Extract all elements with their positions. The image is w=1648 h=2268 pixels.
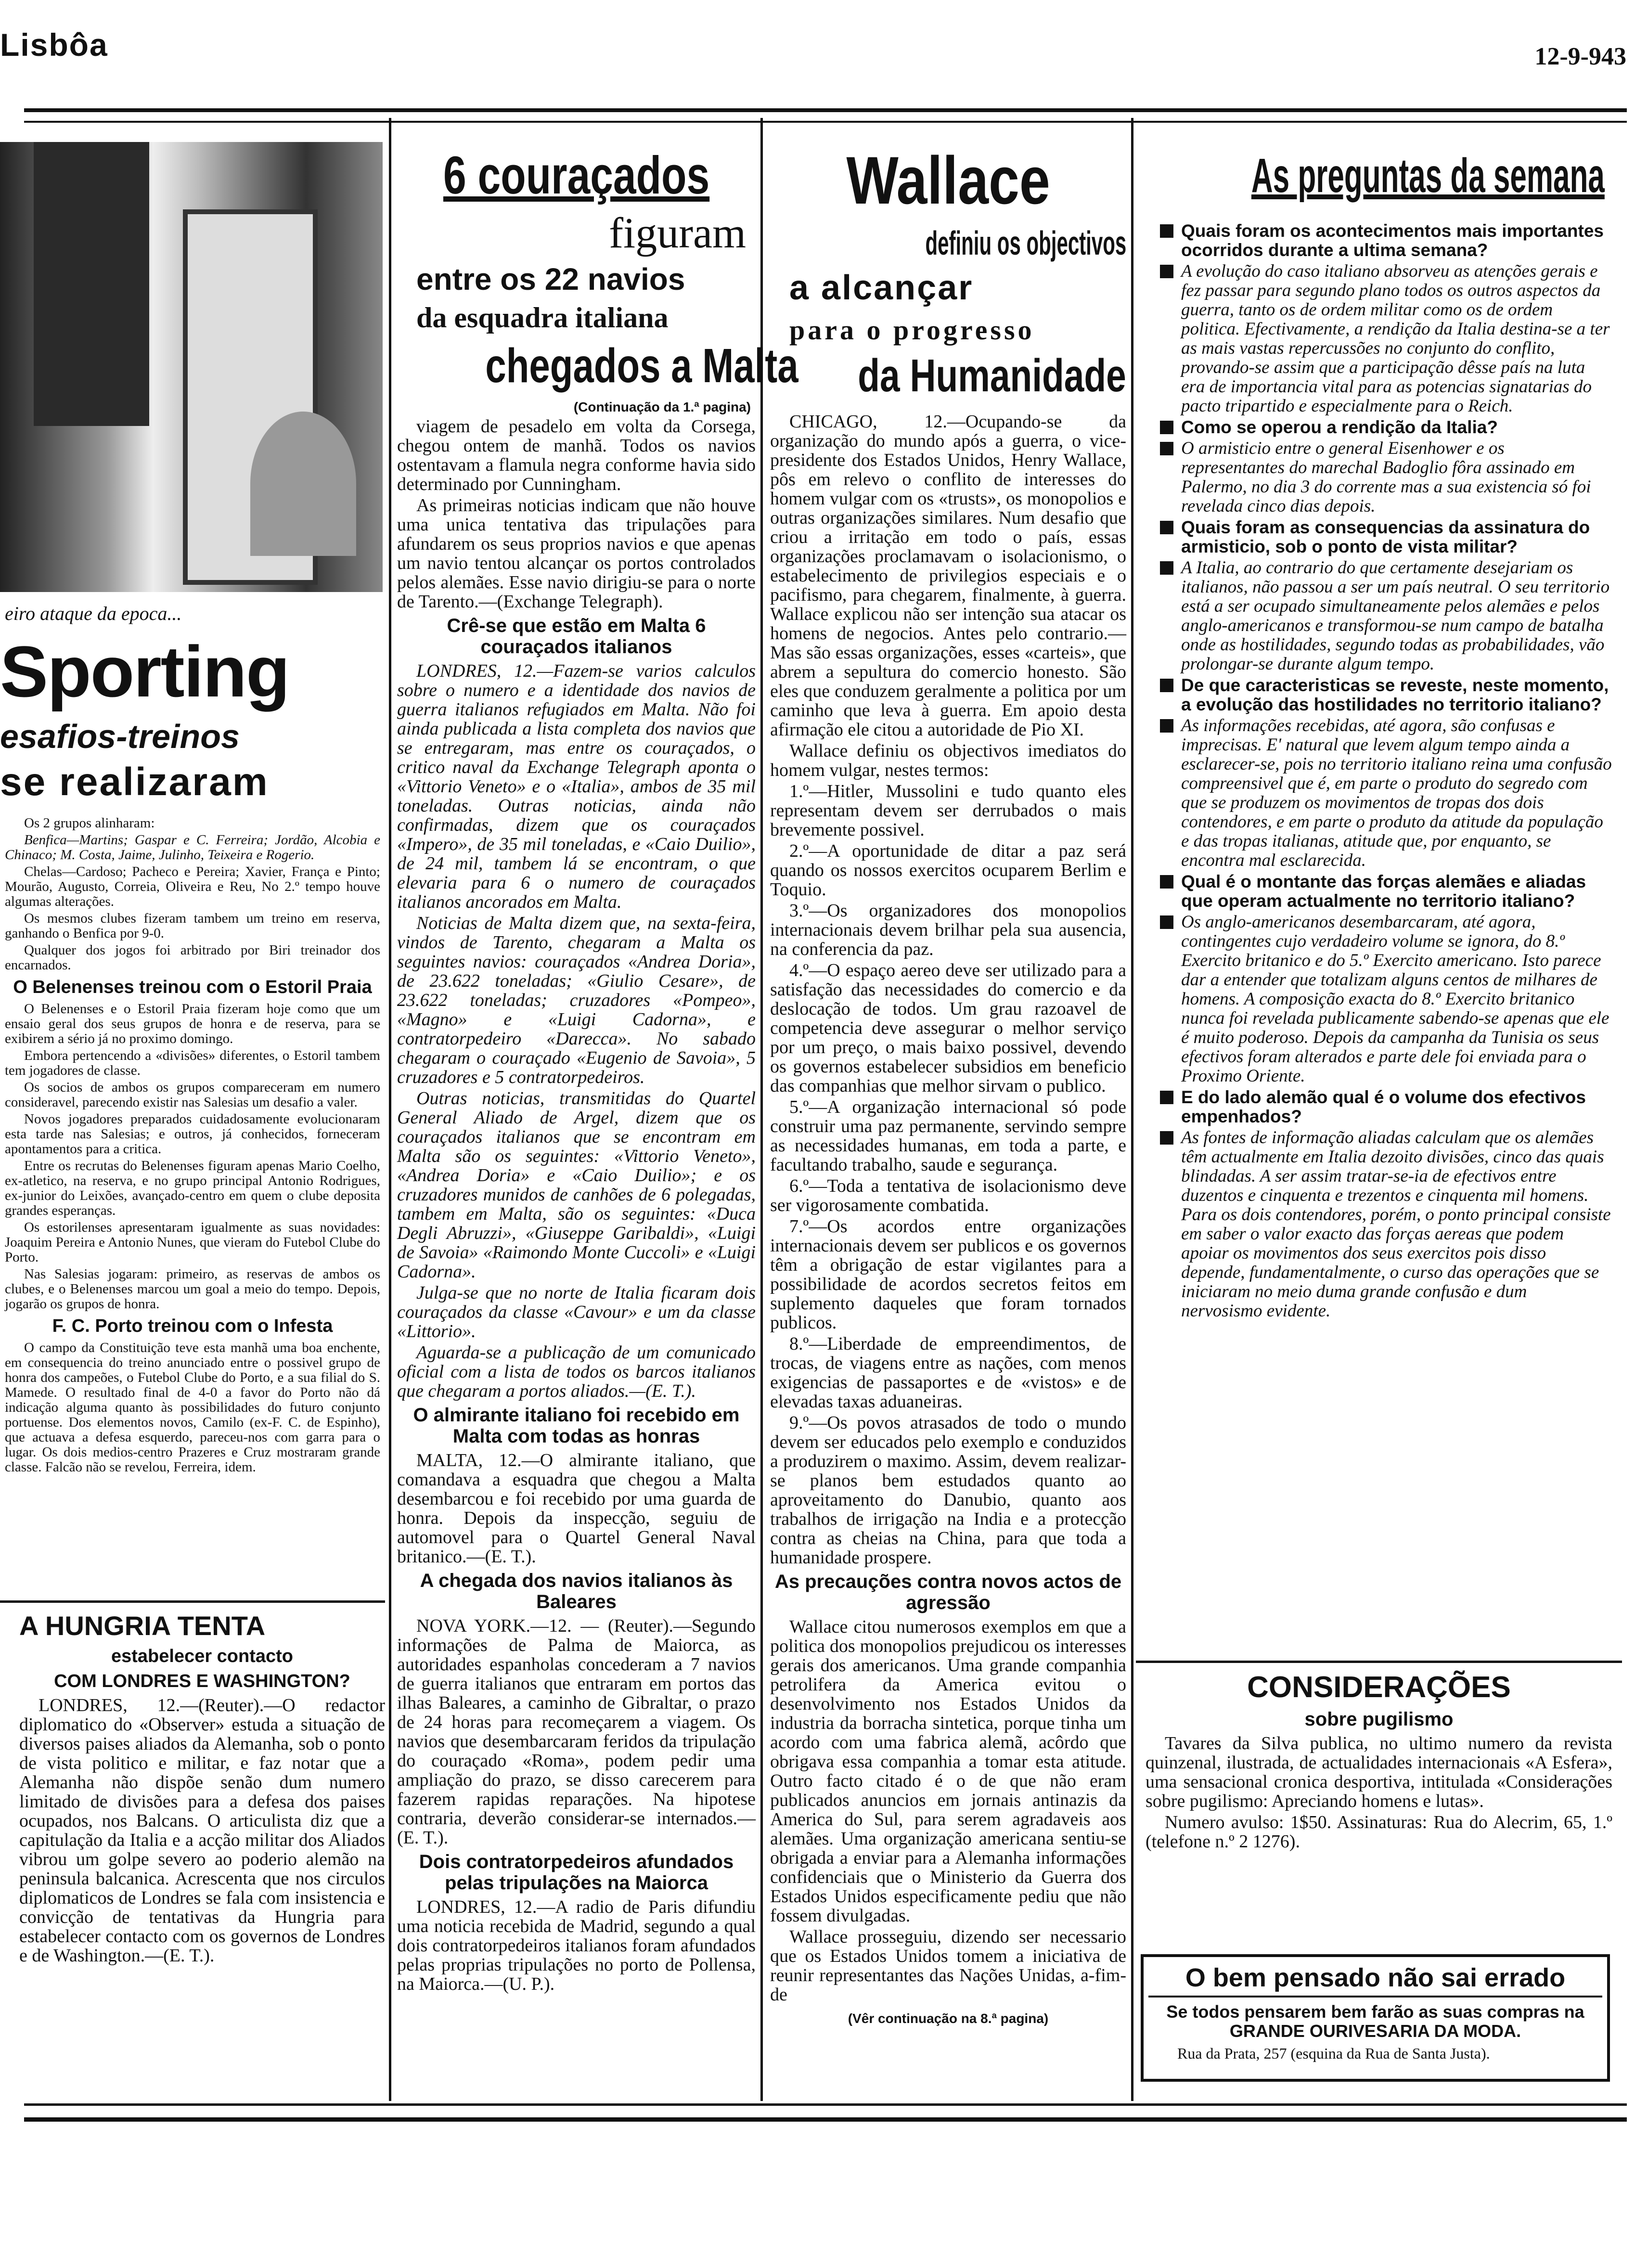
- paragraph: LONDRES, 12.—Fazem-se varios calculos sobre o numero e a identidade dos navios de guerra italianos refugiados em Malta. Não foi ainda publicada a lista completa dos navios que se entregaram, mas entre os couraçados, o critico naval da Exchange Telegraph aponta o «Vittorio Veneto» e o «Italia», ambos de 35 mil toneladas. Outras noticias, ainda não confirmadas, dizem que os couraçados «Impero», de 35 mil toneladas, e «Caio Duilio», de 24 mil, tambem lá se encontram, o que elevaria para 6 o numero de couraçados italianos ancorados em Malta.: [397, 661, 756, 912]
- paragraph: Numero avulso: 1$50. Assinaturas: Rua do Alecrim, 65, 1.º (telefone n.º 2 1276).: [1146, 1812, 1612, 1852]
- list-item: 9.º—Os povos atrasados de todo o mundo devem ser educados pelo exemplo e conduzidos a produzirem o maximo. Assim, devem realizar-se planos bem estudados quanto ao aproveitamento do Danubio, quanto aos trabalhos de irrigação na India e a protecção contra as cheias na China, para que toda a humanidade prospere.: [770, 1413, 1126, 1568]
- column-separator: [1136, 1661, 1622, 1663]
- perguntas-list: [1160, 221, 1612, 1323]
- photo-caption: eiro ataque da epoca...: [5, 603, 182, 624]
- consideracoes-article: [1146, 1670, 1612, 1853]
- sporting-title: Sporting: [0, 631, 289, 712]
- ad-address: Rua da Prata, 257 (esquina da Rua de Santa Justa).: [1177, 2045, 1490, 2062]
- list-item: 8.º—Liberdade de empreendimentos, de trocas, de viagens entre as nações, com menos exigencias de passaportes e de «vistos» e de elevadas taxas aduaneiras.: [770, 1334, 1126, 1412]
- answer: As fontes de informação aliadas calculam que os alemães têm actualmente em Italia dezoito divisões, cinco das quais blindadas. A ser assim tratar-se-ia de efectivos entre duzentos e cinquenta e trezentos e cinquenta mil homens. Para os dois contendores, porém, o ponto principal consiste em saber o valor exacto das forças aereas que podem apoiar os movimentos dos seus exercitos pois disso depende, fundamentalmente, o curso das operações que se iniciaram no meio duma grande confusão e dum nervosismo evidente.: [1160, 1128, 1612, 1321]
- answer: As informações recebidas, até agora, são confusas e imprecisas. E' natural que levem algum tempo ainda a esclarecer-se, pois no territorio italiano reina uma confusão compreensivel que é, em parte o produto do segredo com que se produzem os movimentos de tropas dos dois contendores, e em parte o produto da atitude da população e das tropas italianas, atitude que, por enquanto, se encontra mal esclarecida.: [1160, 716, 1612, 870]
- bullet-square-icon: [1160, 679, 1173, 692]
- paragraph: CHICAGO, 12.—Ocupando-se da organização do mundo após a guerra, o vice-presidente dos Estados Unidos, Henry Wallace, pôs em relevo o conflito de interesses do homem vulgar com os «trusts», os monopolios e outras organizações similares. Num desafio que criou a irritação em todo o país, essas organizações proclamavam o isolacionismo, o estabelecimento de privilegios especiais e o pacifismo, para chegarem, finalmente, à guerra. Wallace explicou não ser intenção sua atacar os homens de negocios. Antes pelo contrario.—Mas são essas organizações, esses «carteis», que abrem a sepultura do comercio honesto. São eles que conduzem geralmente a politica por um caminho que leva à guerra. Em apoio desta afirmação ele citou a autoridade de Pio XI.: [770, 412, 1126, 740]
- bullet-square-icon: [1160, 224, 1173, 238]
- section-heading: Dois contratorpedeiros afundados pelas tripulações na Maiorca: [419, 1851, 734, 1894]
- wallace-headline-5: da Humanidade: [858, 350, 1126, 401]
- section-heading: F. C. Porto treinou com o Infesta: [52, 1316, 333, 1336]
- bullet-square-icon: [1160, 719, 1173, 733]
- section-heading: O almirante italiano foi recebido em Malta com todas as honras: [413, 1405, 740, 1447]
- page-header-left: Lisbôa: [0, 27, 108, 63]
- couracados-headline-5: chegados a Malta: [485, 339, 798, 393]
- couracados-headline-4: da esquadra italiana: [416, 302, 669, 334]
- list-item: 1.º—Hitler, Mussolini e tudo quanto eles representam devem ser derrubados o mais brevemente possivel.: [770, 781, 1126, 840]
- sporting-subtitle-2: se realizaram: [0, 760, 269, 804]
- wallace-headline-4: para o progresso: [789, 314, 1035, 346]
- bullet-square-icon: [1160, 1131, 1173, 1145]
- answer: Os anglo-americanos desembarcaram, até agora, contingentes cujo verdadeiro volume se ignora, do 8.º Exercito britanico e do 5.º Exercito americano. Isto parece dar a entender que totalizam alguns centos de milhares de homens. A composição exacta do 8.º Exercito britanico nunca foi revelada publicamente sabendo-se apenas que ele é muito poderoso. Depois da campanha da Tunisia os seus efectivos foram alterados e parte dele foi enviada para o Proximo Oriente.: [1160, 913, 1612, 1086]
- paragraph: Noticias de Malta dizem que, na sexta-feira, vindos de Tarento, chegaram a Malta os seguintes navios: couraçados «Andrea Doria», de 23.622 toneladas; «Giulio Cesare», de 23.622 toneladas; cruzadores «Pompeo», «Magno» e «Luigi Cadorna», e contratorpedeiro «Darecca». No sabado chegaram o couraçado «Eugenio de Savoia», 5 cruzadores e 5 contratorpedeiros.: [397, 913, 756, 1087]
- question: Como se operou a rendição da Italia?: [1160, 418, 1612, 437]
- paragraph: NOVA YORK.—12. — (Reuter).—Segundo informações de Palma de Maiorca, as autoridades espanholas concederam a 7 navios de guerra italianos que entraram em portos das ilhas Baleares, a caminho de Gibraltar, o prazo de 24 horas para recomeçarem a viagem. Os navios que desembarcaram feridos da tripulação do couraçado «Roma», podem pedir uma ampliação do prazo, se disso carecerem para fazerem rapidas reparações. Na hipotese contraria, deverão considerar-se internados.—(E. T.).: [397, 1616, 756, 1848]
- paragraph: Os estorilenses apresentaram igualmente as suas novidades: Joaquim Pereira e Antonio Nunes, que vieram do Futebol Clube do Porto.: [5, 1220, 380, 1265]
- paragraph: O Belenenses e o Estoril Praia fizeram hoje como que um ensaio geral dos seus grupos de honra e de reserva, para se exibirem a sério já no proximo domingo.: [5, 1001, 380, 1046]
- list-item: 5.º—A organização internacional só pode construir uma paz permanente, servindo sempre as necessidades humanas, em toda a parte, e facultando trabalho, saude e segurança.: [770, 1097, 1126, 1175]
- page-date: 12-9-943: [1534, 43, 1626, 70]
- hungria-subtitle-2: COM LONDRES E WASHINGTON?: [54, 1671, 350, 1691]
- couracados-article: [397, 144, 798, 1996]
- wallace-headline-2: definiu os objectivos: [925, 224, 1126, 262]
- hungria-title: A HUNGRIA TENTA: [19, 1611, 266, 1641]
- bullet-square-icon: [1160, 915, 1173, 929]
- paragraph: Embora pertencendo a «divisões» diferentes, o Estoril tambem tem jogadores de classe.: [5, 1048, 380, 1078]
- question: Qual é o montante das forças alemães e aliadas que operam actualmente no territorio italiano?: [1160, 872, 1612, 911]
- wallace-headline: Wallace: [846, 142, 1050, 218]
- paragraph: Wallace citou numerosos exemplos em que a politica dos monopolios prejudicou os interesses gerais dos americanos. Uma grande companhia petrolifera da America evitou o desenvolvimento nos Estados Unidos da industria da borracha sintetica, porque tinha um acordo com uma fabrica alemã, acôrdo que obrigava essa companhia a tomar esta atitude. Outro facto citado é o de que não eram publicados anuncios em jornais antinazis da America do Sul, para serem agradaveis aos alemães. Uma organização americana sentiu-se obrigada a enviar para a Alemanha informações confidenciais que o Ministerio da Guerra dos Estados Unidos especificamente pediu que não fossem divulgadas.: [770, 1617, 1126, 1926]
- hungria-article: [19, 1610, 385, 1967]
- paragraph: Wallace definiu os objectivos imediatos do homem vulgar, nestes termos:: [770, 741, 1126, 780]
- wallace-article: [770, 144, 1126, 2026]
- bottom-rule: [24, 2103, 1627, 2122]
- paragraph: O campo da Constituição teve esta manhã uma boa enchente, em consequencia do treino anunciado entre o possivel grupo de honra dos campeões, o Futebol Clube do Porto, e a sua filial do S. Mamede. O resultado final de 4-0 a favor do Porto não dá indicação alguma quanto às possibilidades do futuro conjunto portuense. Dos elementos novos, Camilo (ex-F. C. de Espinho), que actuava a defesa esquerdo, pareceu-nos com garra para o lugar. Os dois medios-centro Prazeres e Cruz mostraram grande classe. Falcão não se revelou, Ferreira, idem.: [5, 1340, 380, 1475]
- section-heading: A chegada dos navios italianos às Baleares: [420, 1570, 733, 1612]
- bullet-square-icon: [1160, 442, 1173, 455]
- couracados-headline: 6 couraçados: [443, 146, 710, 205]
- section-heading: As precauções contra novos actos de agressão: [774, 1571, 1122, 1613]
- paragraph: LONDRES, 12.—(Reuter).—O redactor diplomatico do «Observer» estuda a situação de diversos paises aliados da Alemanha, sob o ponto de vista politico e militar, e faz notar que a Alemanha não dispõe senão dum numero limitado de divisões para a defesa dos paises ocupados, nos Balcans. O articulista diz que a capitulação da Italia e a acção militar dos Aliados vibrou um golpe severo ao poderio alemão na peninsula balcanica. Acrescenta que nos circulos diplomaticos de Londres se fala com insistencia e convicção de tentativas da Hungria para estabelecer contacto com os governos de Londres e de Washington.—(E. T.).: [19, 1695, 385, 1966]
- paragraph: LONDRES, 12.—A radio de Paris difundiu uma noticia recebida de Madrid, segundo a qual dois contratorpedeiros italianos foram afundados pelas proprias tripulações no porto de Pollensa, na Maiorca.—(U. P.).: [397, 1897, 756, 1994]
- top-rule: [24, 108, 1627, 123]
- news-photo: [0, 142, 383, 592]
- list-item: 2.º—A oportunidade de ditar a paz será quando os nossos exercitos ocuparem Berlim e Toquio.: [770, 841, 1126, 900]
- couracados-headline-2: figuram: [609, 209, 746, 257]
- bullet-square-icon: [1160, 421, 1173, 434]
- paragraph: Os 2 grupos alinharam:: [24, 815, 155, 831]
- bullet-square-icon: [1160, 1091, 1173, 1104]
- paragraph: Wallace prosseguiu, dizendo ser necessario que os Estados Unidos tomem a iniciativa de reunir representantes das Nações Unidas, a-fim-de: [770, 1927, 1126, 2005]
- answer: O armisticio entre o general Eisenhower e os representantes do marechal Badoglio fôra assinado em Palermo, no dia 3 do corrente mas a sua existencia só foi revelada cinco dias depois.: [1160, 439, 1612, 516]
- paragraph: Chelas—Cardoso; Pacheco e Pereira; Xavier, França e Pinto; Mourão, Augusto, Correia, Oliveira e Reu, No 2.º tempo houve algumas alterações.: [5, 864, 380, 909]
- list-item: 6.º—Toda a tentativa de isolacionismo deve ser vigorosamente combatida.: [770, 1176, 1126, 1215]
- paragraph: Novos jogadores preparados cuidadosamente evolucionaram esta tarde nas Salesias; e outros, já conhecidos, forneceram apontamentos para a critica.: [5, 1111, 380, 1157]
- perguntas-title: As preguntas da semana: [1251, 149, 1605, 203]
- ad-box: [1141, 1954, 1610, 2082]
- section-heading: Crê-se que estão em Malta 6 couraçados italianos: [447, 615, 706, 657]
- sporting-subtitle: esafios-treinos: [0, 718, 240, 755]
- consideracoes-subtitle: sobre pugilismo: [1304, 1709, 1454, 1730]
- bullet-square-icon: [1160, 265, 1173, 278]
- bullet-square-icon: [1160, 875, 1173, 889]
- ad-title: O bem pensado não sai errado: [1148, 1963, 1602, 1997]
- continuation-note: (Vêr continuação na 8.ª pagina): [848, 2011, 1049, 2026]
- hungria-subtitle: estabelecer contacto: [111, 1646, 294, 1666]
- ad-body: Se todos pensarem bem farão as suas compras na GRANDE OURIVESARIA DA MODA.: [1166, 2002, 1584, 2041]
- question: E do lado alemão qual é o volume dos efectivos empenhados?: [1160, 1088, 1612, 1126]
- list-item: 7.º—Os acordos entre organizações internacionais devem ser publicos e os governos têm a obrigação de estar vigilantes para a possibilidade de acordos secretos feitos em suplemento daqueles que foram tornados publicos.: [770, 1216, 1126, 1333]
- continuation-note: (Continuação da 1.ª pagina): [573, 399, 751, 414]
- paragraph: Outras noticias, transmitidas do Quartel General Aliado de Argel, dizem que os couraçados italianos que se encontram em Malta são os seguintes: «Vittorio Veneto», «Andrea Doria» e «Caio Duilio»; e os cruzadores munidos de canhões de 6 polegadas, tambem em Malta, são os seguintes: «Duca Degli Abruzzi», «Giuseppe Garibaldi», «Luigi de Savoia» «Raimondo Monte Cuccoli» e «Luigi Cadorna».: [397, 1088, 756, 1282]
- bullet-square-icon: [1160, 561, 1173, 575]
- paragraph: Benfica—Martins; Gaspar e C. Ferreira; Jordão, Alcobia e Chinaco; M. Costa, Jaime, Julinho, Teixeira e Rogerio.: [5, 832, 380, 863]
- question: Quais foram as consequencias da assinatura do armisticio, sob o ponto de vista militar?: [1160, 518, 1612, 556]
- list-item: 3.º—Os organizadores dos monopolios internacionais devem brilhar pela sua ausencia, na conferencia da paz.: [770, 901, 1126, 959]
- paragraph: Os mesmos clubes fizeram tambem um treino em reserva, ganhando o Benfica por 9-0.: [5, 911, 380, 941]
- question: Quais foram os acontecimentos mais importantes ocorridos durante a ultima semana?: [1160, 221, 1612, 260]
- paragraph: Entre os recrutas do Belenenses figuram apenas Mario Coelho, ex-atletico, na reserva, e no grupo principal Antonio Rodrigues, ex-junior do Leixões, avançado-centro em quem o clube deposita grandes esperanças.: [5, 1158, 380, 1218]
- paragraph: Qualquer dos jogos foi arbitrado por Biri treinador dos encarnados.: [5, 942, 380, 973]
- column-divider: [389, 118, 391, 2101]
- section-heading: O Belenenses treinou com o Estoril Praia: [13, 977, 372, 997]
- question: De que caracteristicas se reveste, neste momento, a evolução das hostilidades no territorio italiano?: [1160, 676, 1612, 714]
- paragraph: Aguarda-se a publicação de um comunicado oficial com a lista de todos os barcos italianos que chegaram a portos aliados.—(E. T.).: [397, 1342, 756, 1401]
- paragraph: Julga-se que no norte de Italia ficaram dois couraçados da classe «Cavour» e um da classe «Littorio».: [397, 1283, 756, 1341]
- couracados-headline-3: entre os 22 navios: [416, 262, 685, 296]
- paragraph: Nas Salesias jogaram: primeiro, as reservas de ambos os clubes, e o Belenenses marcou um goal a meio do tempo. Depois, jogarão os grupos de honra.: [5, 1266, 380, 1312]
- perguntas-article: [1143, 144, 1624, 207]
- column-divider: [1131, 118, 1133, 2101]
- sporting-article: [0, 633, 385, 1477]
- paragraph: viagem de pesadelo em volta da Corsega, chegou ontem de manhã. Todos os navios ostentavam a flamula negra conforme havia sido determinado por Cunningham.: [397, 416, 756, 494]
- column-divider: [760, 118, 763, 2101]
- paragraph: Os socios de ambos os grupos compareceram em numero consideravel, parecendo existir nas Salesias um desafio a valer.: [5, 1080, 380, 1110]
- answer: A Italia, ao contrario do que certamente desejariam os italianos, não passou a ser um país neutral. O seu territorio está a ser ocupado simultaneamente pelos alemães e pelos anglo-americanos e transformou-se num campo de batalha onde as hostilidades, segundo todas as probabilidades, vão prolongar-se durante algum tempo.: [1160, 558, 1612, 674]
- bullet-square-icon: [1160, 521, 1173, 534]
- paragraph: Tavares da Silva publica, no ultimo numero da revista quinzenal, ilustrada, de actualidades internacionais «A Esfera», uma sensacional cronica desportiva, intitulada «Considerações sobre pugilismo: Apreciando homens e lutas».: [1146, 1733, 1612, 1811]
- paragraph: MALTA, 12.—O almirante italiano, que comandava a esquadra que chegou a Malta desembarcou e foi recebido por uma guarda de honra. Depois da inspecção, seguiu de automovel para o Quartel General Naval britanico.—(E. T.).: [397, 1450, 756, 1567]
- consideracoes-title: CONSIDERAÇÕES: [1247, 1671, 1511, 1704]
- wallace-headline-3: a alcançar: [789, 269, 974, 307]
- paragraph: As primeiras noticias indicam que não houve uma unica tentativa das tripulações para afundarem os seus proprios navios e que apenas um navio tentou alcançar os portos controlados pelos alemães. Esse navio dirigiu-se para o norte de Tarento.—(Exchange Telegraph).: [397, 495, 756, 612]
- answer: A evolução do caso italiano absorveu as atenções gerais e fez passar para segundo plano todos os outros aspectos da guerra, tanto os de ordem militar como os de ordem politica. Efectivamente, a rendição da Italia destina-se a ter as mais vastas repercussões no conjunto do conflito, provando-se assim que a participação dêsse país na luta era de importancia vital para as potencias signatarias do pacto tripartido e especialmente para o Reich.: [1160, 262, 1612, 416]
- list-item: 4.º—O espaço aereo deve ser utilizado para a satisfação das necessidades do comercio e da deslocação de todos. Um grau razoavel de competencia deve assegurar o melhor serviço por um preço, o mais baixo possivel, devendo os governos estabelecer subsidios em beneficio das companhias que melhor sirvam o publico.: [770, 960, 1126, 1096]
- column-separator: [0, 1600, 385, 1603]
